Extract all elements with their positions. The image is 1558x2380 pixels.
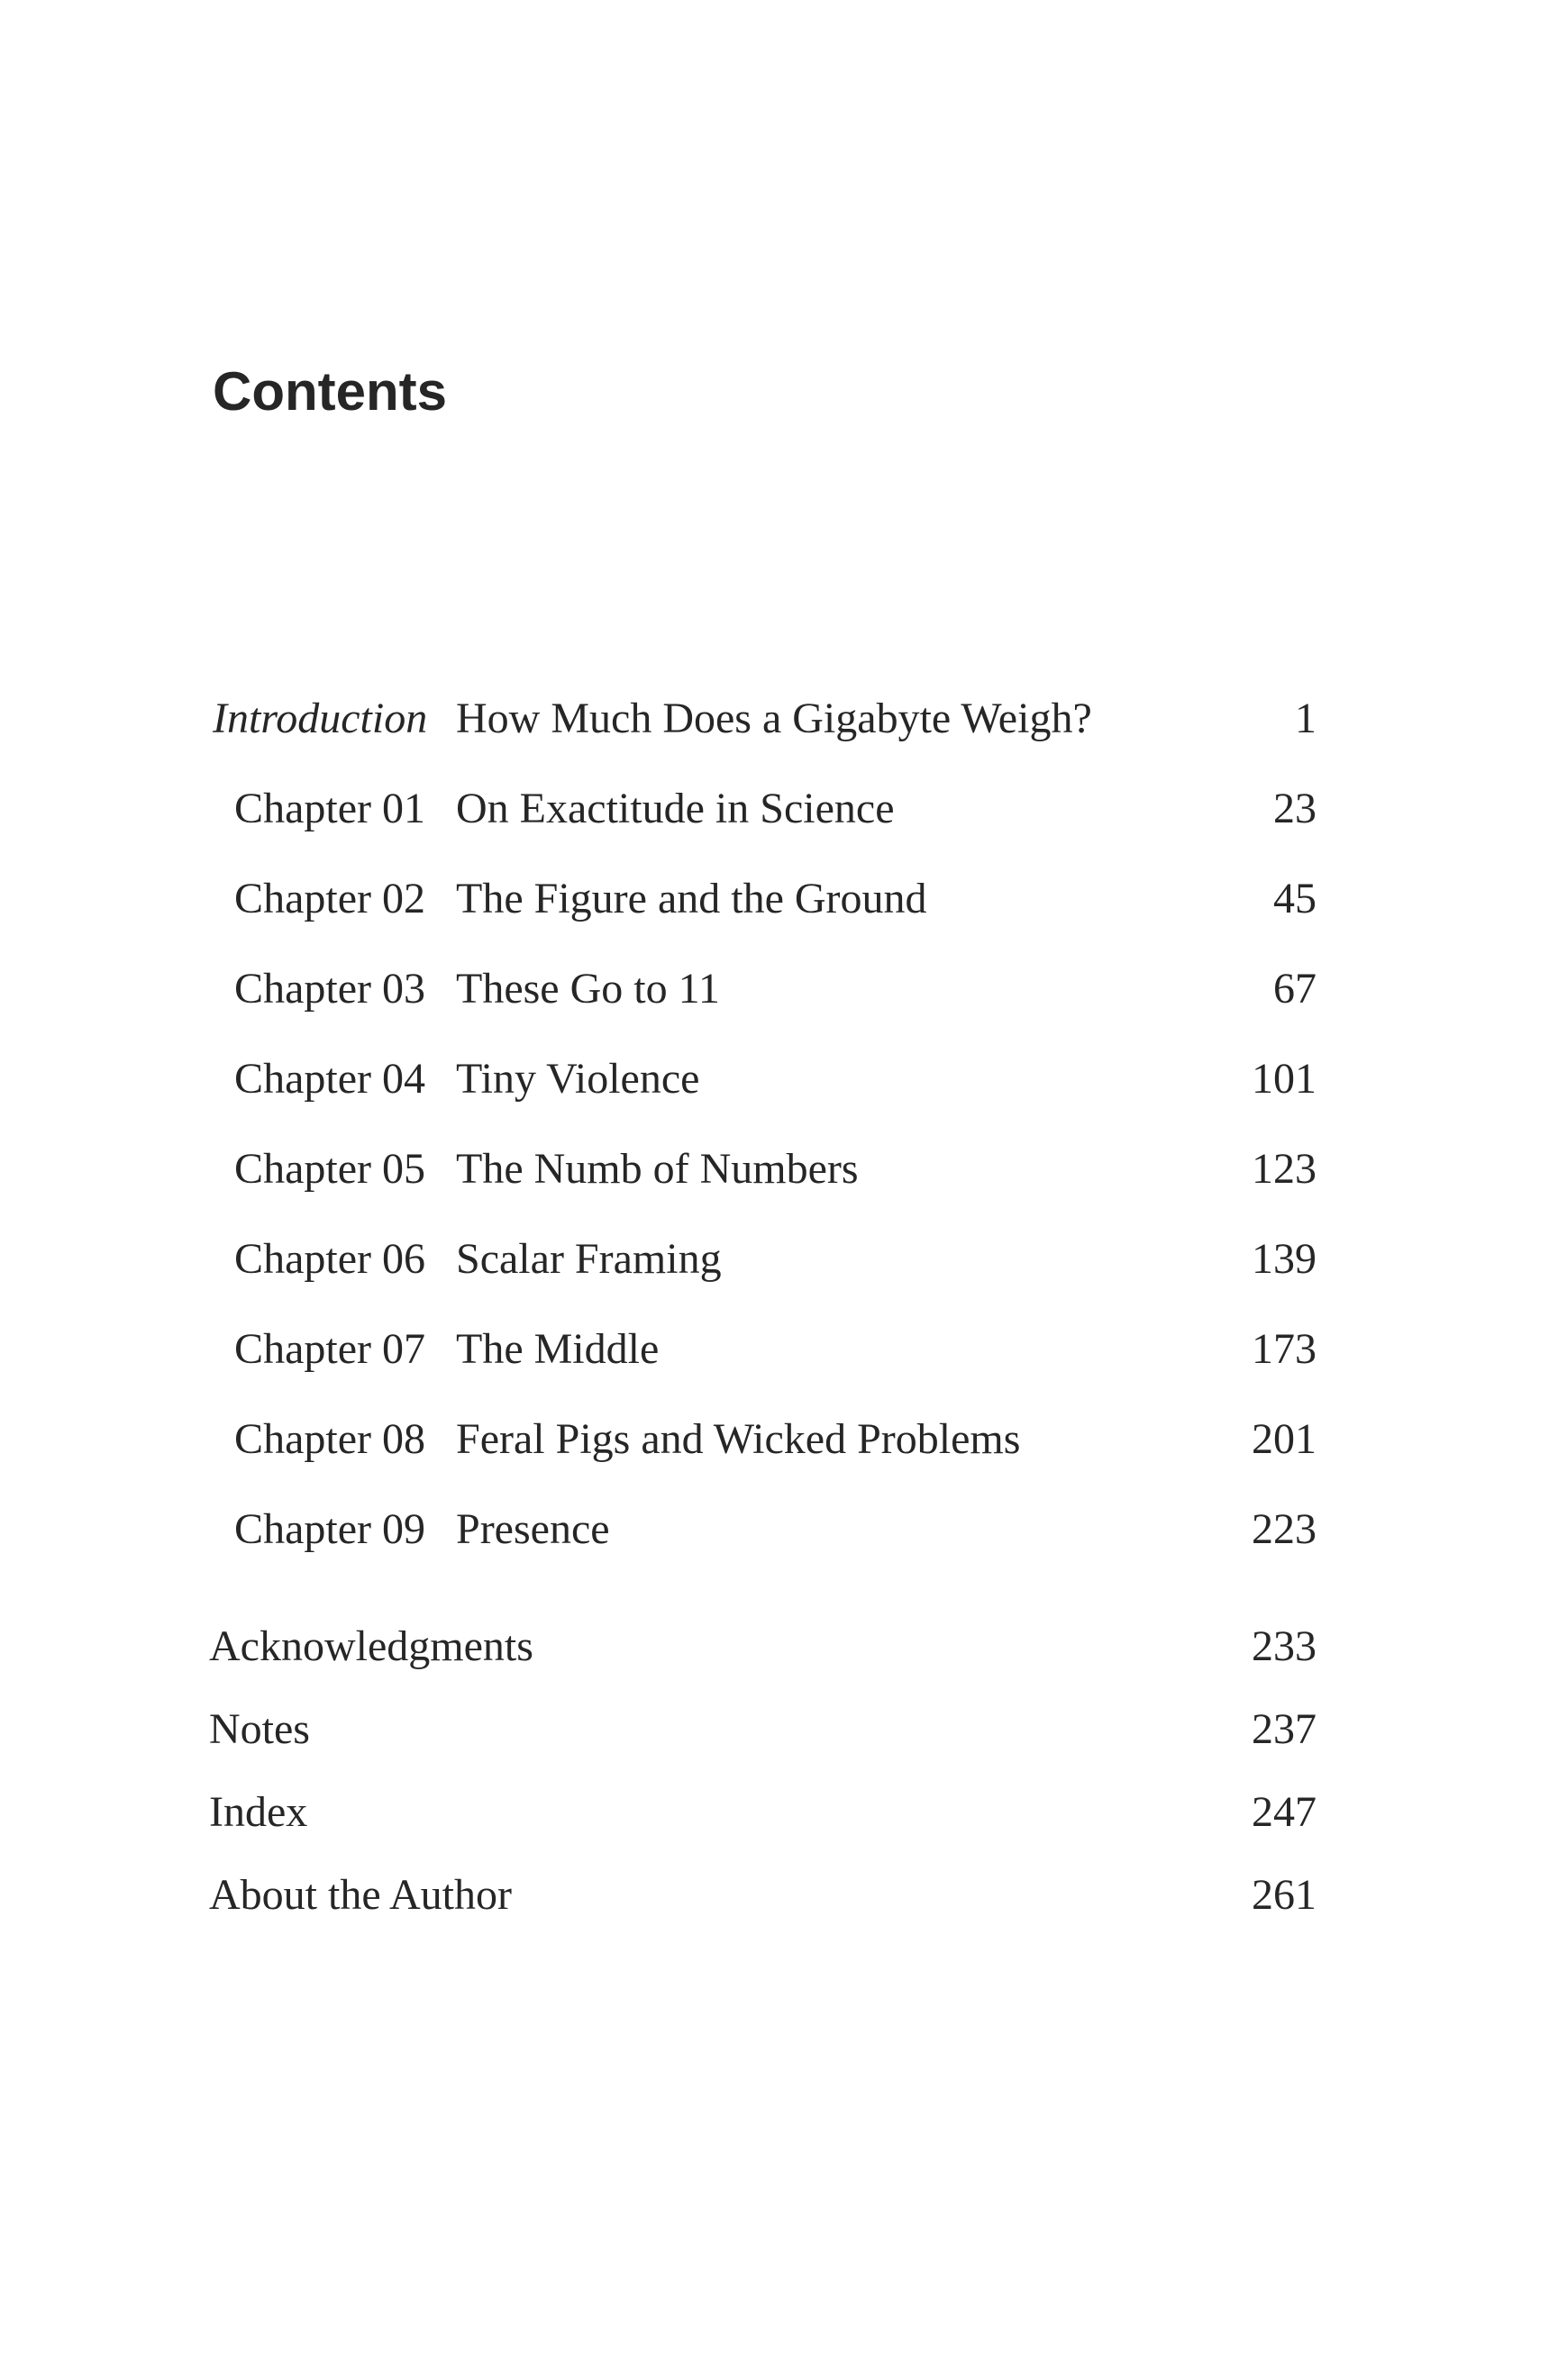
toc-chapter-title: Presence — [456, 1505, 610, 1553]
toc-chapter-label: Chapter 02 — [234, 875, 425, 922]
toc-entry-notes[interactable] — [0, 1694, 1558, 1766]
toc-page-number: 233 — [1252, 1622, 1317, 1670]
toc-chapter-label: Introduction — [213, 695, 428, 742]
toc-chapter-label: Chapter 01 — [234, 785, 425, 832]
toc-entry-chapter-01[interactable] — [0, 773, 1558, 845]
toc-page-number: 139 — [1252, 1235, 1317, 1283]
toc-page-number: 247 — [1252, 1788, 1317, 1836]
page-title: Contents — [213, 361, 447, 422]
toc-chapter-title: On Exactitude in Science — [456, 785, 895, 832]
toc-back-matter-title: Notes — [209, 1705, 310, 1753]
toc-page-number: 237 — [1252, 1705, 1317, 1753]
toc-page-number: 123 — [1252, 1145, 1317, 1193]
toc-chapter-title: Tiny Violence — [456, 1055, 700, 1103]
toc-chapter-label: Chapter 09 — [234, 1505, 425, 1553]
toc-chapter-label: Chapter 03 — [234, 965, 425, 1013]
toc-chapter-label: Chapter 06 — [234, 1235, 425, 1283]
toc-entry-chapter-08[interactable] — [0, 1403, 1558, 1476]
toc-entry-about-the-author[interactable] — [0, 1859, 1558, 1931]
toc-page-number: 45 — [1273, 875, 1317, 922]
toc-chapter-title: Feral Pigs and Wicked Problems — [456, 1415, 1021, 1463]
toc-page-number: 67 — [1273, 965, 1317, 1013]
toc-chapter-title: The Numb of Numbers — [456, 1145, 859, 1193]
toc-page-number: 223 — [1252, 1505, 1317, 1553]
toc-chapter-title: The Middle — [456, 1325, 660, 1373]
toc-entry-chapter-04[interactable] — [0, 1043, 1558, 1115]
toc-page-number: 101 — [1252, 1055, 1317, 1103]
toc-page-number: 201 — [1252, 1415, 1317, 1463]
toc-chapter-title: How Much Does a Gigabyte Weigh? — [456, 695, 1092, 742]
toc-chapter-label: Chapter 04 — [234, 1055, 425, 1103]
toc-entry-chapter-07[interactable] — [0, 1313, 1558, 1385]
toc-back-matter-title: Acknowledgments — [209, 1622, 533, 1670]
toc-back-matter-title: About the Author — [209, 1871, 512, 1919]
toc-entry-chapter-06[interactable] — [0, 1223, 1558, 1295]
toc-page-number: 261 — [1252, 1871, 1317, 1919]
toc-page-number: 23 — [1273, 785, 1317, 832]
toc-chapter-label: Chapter 08 — [234, 1415, 425, 1463]
toc-chapter-title: These Go to 11 — [456, 965, 720, 1013]
toc-entry-chapter-09[interactable] — [0, 1494, 1558, 1566]
toc-page-number: 1 — [1295, 695, 1317, 742]
toc-entry-index[interactable] — [0, 1776, 1558, 1849]
toc-back-matter-title: Index — [209, 1788, 308, 1836]
toc-entry-chapter-02[interactable] — [0, 863, 1558, 935]
toc-chapter-title: Scalar Framing — [456, 1235, 722, 1283]
toc-chapter-label: Chapter 07 — [234, 1325, 425, 1373]
toc-entry-chapter-03[interactable] — [0, 953, 1558, 1025]
toc-chapter-label: Chapter 05 — [234, 1145, 425, 1193]
toc-entry-acknowledgments[interactable] — [0, 1611, 1558, 1683]
toc-entry-chapter-05[interactable] — [0, 1133, 1558, 1205]
toc-chapter-title: The Figure and the Ground — [456, 875, 927, 922]
toc-page-number: 173 — [1252, 1325, 1317, 1373]
toc-entry-introduction[interactable] — [0, 683, 1558, 755]
